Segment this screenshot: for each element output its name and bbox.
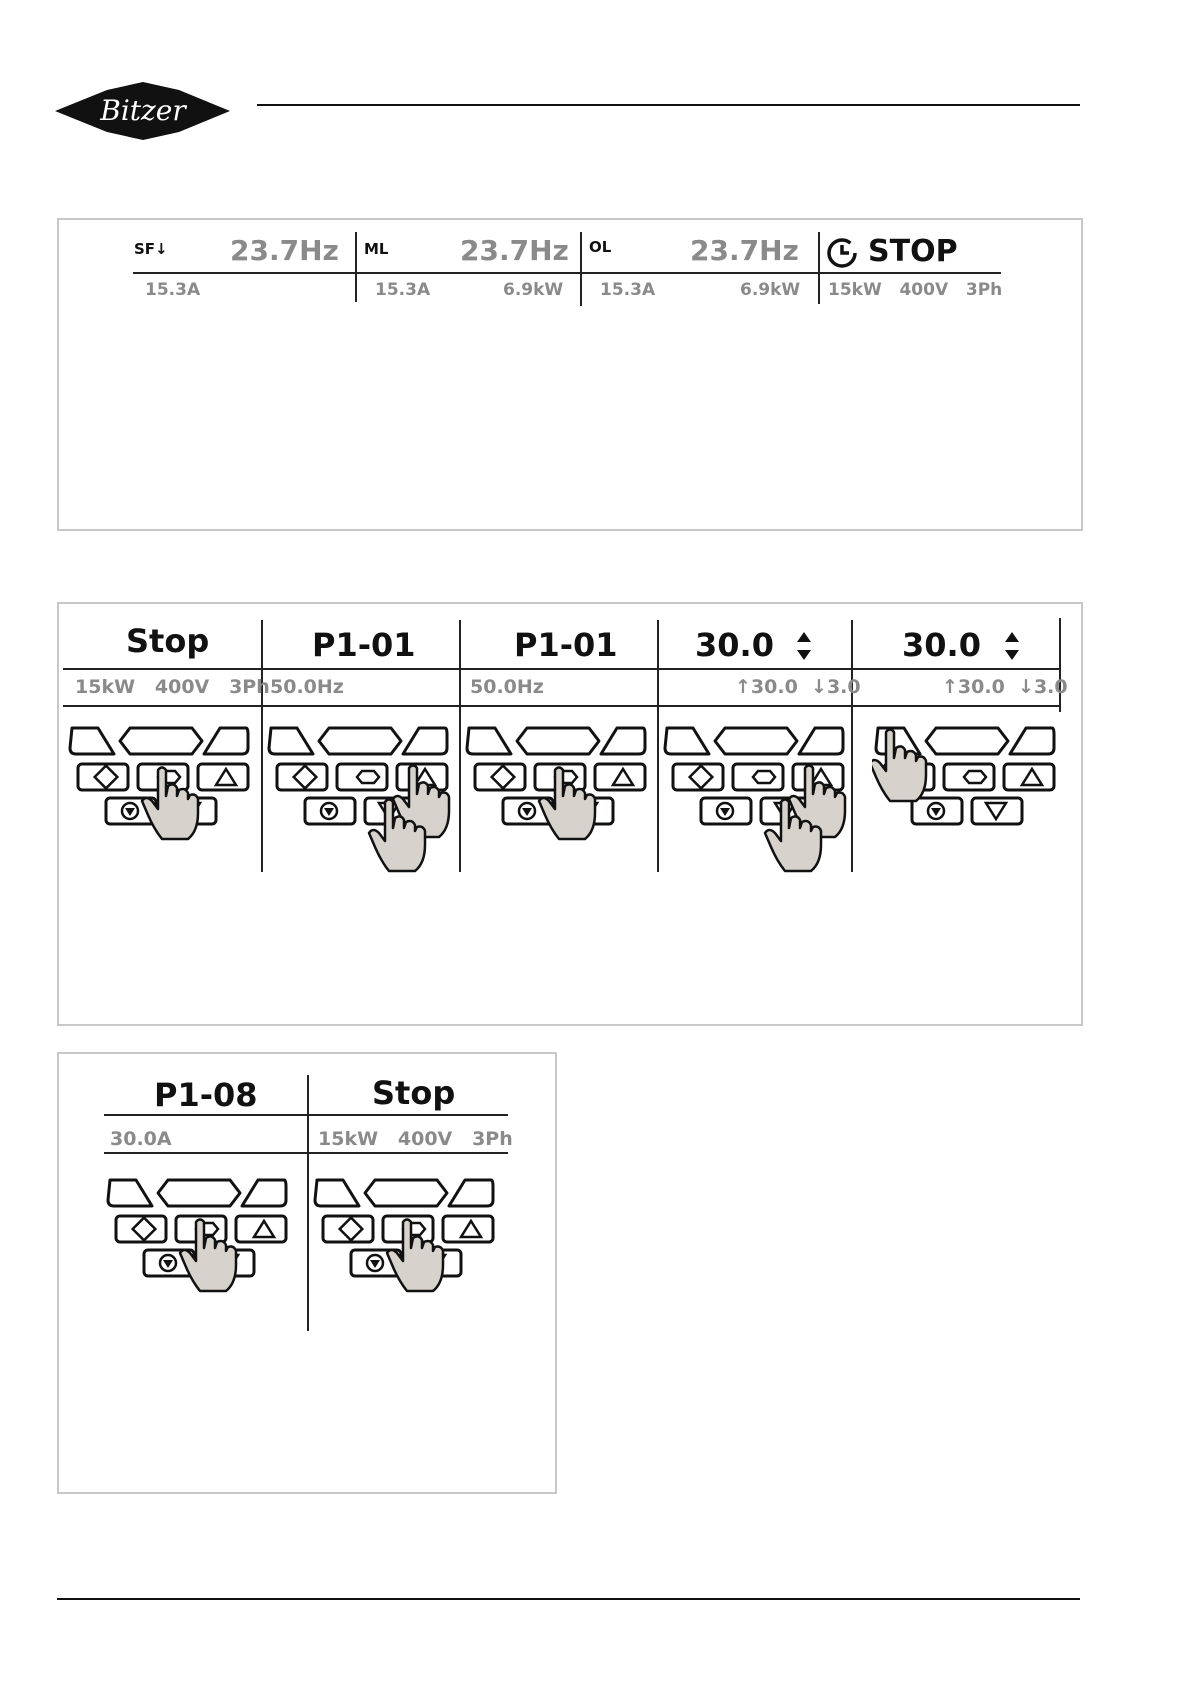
power-value: 6.9kW [503,280,564,300]
step-6-title: P1-08 [154,1076,258,1114]
center-key[interactable] [319,728,401,754]
center-key[interactable] [158,1180,240,1206]
step-3-title: P1-01 [514,626,618,664]
current-value: 15.3A [600,280,656,300]
step-2-sub: 50.0Hz [270,676,344,698]
step-7-sub: 15kW 400V 3Ph [318,1128,513,1150]
keypad-1 [66,724,252,884]
current-value: 15.3A [145,280,201,300]
step-1-sub: 15kW 400V 3Ph [75,676,270,698]
center-key[interactable] [715,728,797,754]
step-3-sub: 50.0Hz [470,676,544,698]
center-key[interactable] [926,728,1008,754]
right-menu-key[interactable] [204,728,248,754]
right-menu-key[interactable] [403,728,447,754]
frequency-value: 23.7Hz [230,234,339,267]
right-menu-key[interactable] [1010,728,1054,754]
logo-lettering: Bitzer [100,94,186,127]
right-menu-key[interactable] [242,1180,286,1206]
left-menu-key[interactable] [665,728,709,754]
header-rule [257,104,1080,106]
step-5-sub: ↑30.0 ↓3.0 [942,676,1068,698]
right-menu-key[interactable] [449,1180,493,1206]
keypad-3 [463,724,649,884]
frequency-value: 23.7Hz [690,234,799,267]
power-value: 6.9kW [740,280,801,300]
up-down-arrows-icon [795,630,813,662]
left-menu-key[interactable] [269,728,313,754]
step-6-sub: 30.0A [110,1128,172,1150]
step-1-title: Stop [126,622,210,660]
left-menu-key[interactable] [108,1180,152,1206]
frequency-value: 23.7Hz [460,234,569,267]
footer-rule [57,1598,1080,1600]
mode-tag: ML [364,240,389,258]
status-label: STOP [868,234,958,269]
current-value: 15.3A [375,280,431,300]
rating-label: 15kW 400V 3Ph [828,280,1003,300]
bitzer-logo [55,82,230,140]
step-7-title: Stop [372,1074,456,1112]
left-menu-key[interactable] [467,728,511,754]
left-menu-key[interactable] [315,1180,359,1206]
step-4-sub: ↑30.0 ↓3.0 [735,676,861,698]
right-menu-key[interactable] [601,728,645,754]
step-5-title: 30.0 [902,626,981,664]
step-4-title: 30.0 [695,626,774,664]
mode-tag: SF↓ [134,240,168,258]
keypad-6 [104,1176,290,1336]
keypad-7 [311,1176,497,1336]
mode-tag: OL [589,238,612,256]
center-key[interactable] [365,1180,447,1206]
up-down-arrows-icon [1003,630,1021,662]
center-key[interactable] [120,728,202,754]
keypad-2 [265,724,451,884]
clock-icon [825,236,859,270]
step-2-title: P1-01 [312,626,416,664]
center-key[interactable] [517,728,599,754]
keypad-5 [872,724,1058,884]
keypad-4 [661,724,847,884]
right-menu-key[interactable] [799,728,843,754]
left-menu-key[interactable] [70,728,114,754]
